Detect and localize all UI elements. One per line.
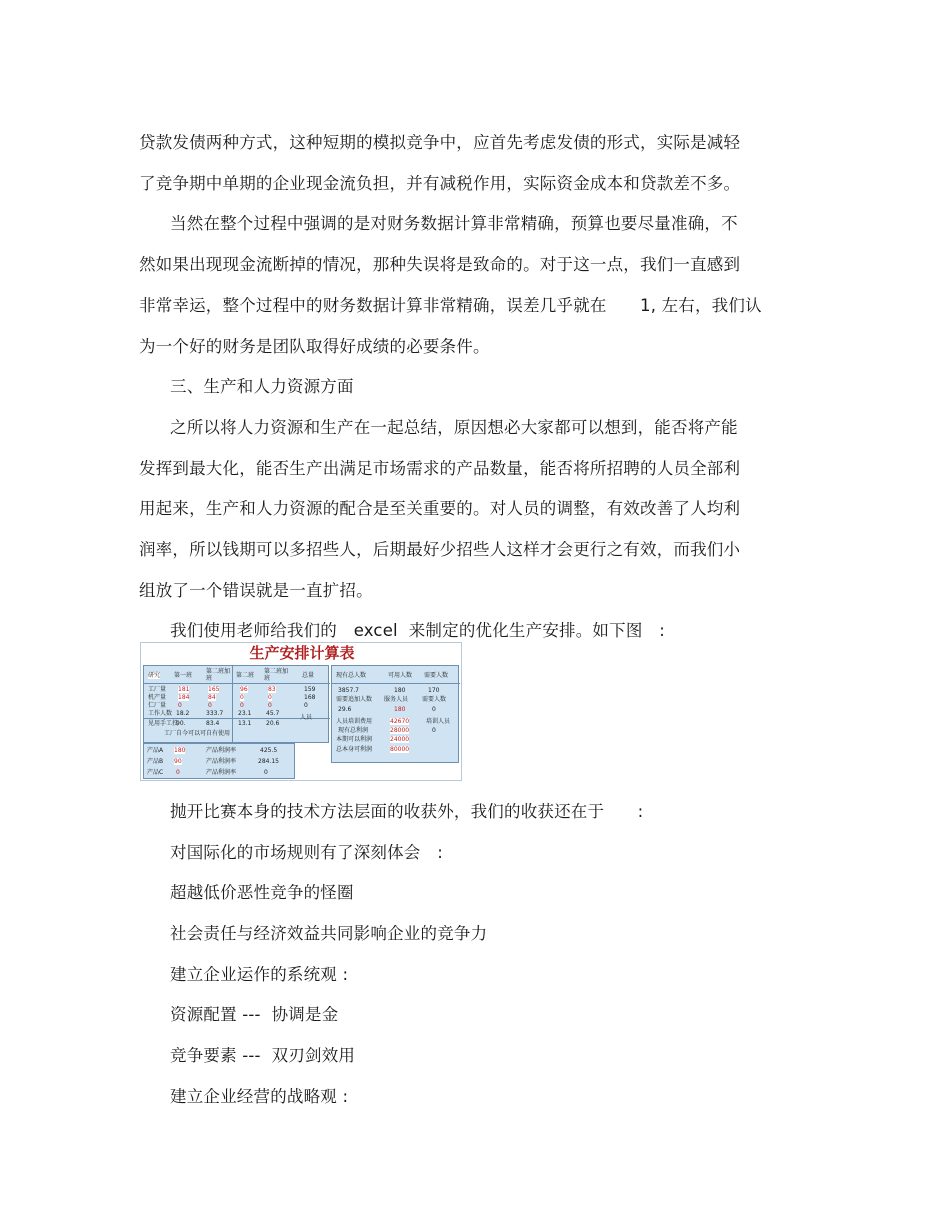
data-cell: 45.7 — [266, 710, 280, 717]
paragraph-line: 发挥到最大化，能否生产出满足市场需求的产品数量，能否将所招聘的人员全部利 — [139, 459, 741, 478]
row-label: 需要人数 — [422, 696, 447, 703]
paragraph-line: 为一个好的财务是团队取得好成绩的必要条件。 — [139, 337, 490, 356]
data-cell: 0 — [432, 727, 436, 734]
list-item: 资源配置 --- 协调是金 — [170, 1005, 339, 1024]
list-item: 竞争要素 --- 双刃剑效用 — [170, 1046, 356, 1065]
header-cell: 第二班加班 — [264, 668, 289, 682]
data-cell: 24000 — [390, 736, 410, 743]
data-cell: 0 — [268, 694, 272, 701]
section-heading: 三、生产和人力资源方面 — [170, 377, 354, 396]
row-label: 产品利润率 — [206, 769, 237, 776]
data-cell: 0 — [432, 706, 436, 713]
row-label: 工作人数 — [148, 710, 173, 717]
list-item: 对国际化的市场规则有了深刻体会 : — [170, 843, 443, 862]
data-cell: 28000 — [390, 727, 410, 734]
header-cell: 总量 — [302, 672, 315, 679]
paragraph-line: 抛开比赛本身的技术方法层面的收获外，我们的收获还在于 : — [170, 802, 644, 821]
data-cell: 159 — [304, 686, 316, 693]
row-label: 见用手工投 — [148, 720, 179, 727]
data-cell: 83 — [268, 686, 276, 693]
row-label: 总本身可利润 — [336, 746, 373, 753]
list-item: 超越低价恶性竞争的怪圈 — [170, 883, 354, 902]
header-cell: 可用人数 — [388, 672, 413, 679]
row-label: 工厂量 — [148, 686, 167, 693]
data-cell: 83.4 — [206, 720, 220, 727]
data-cell: 3857.7 — [338, 687, 359, 694]
row-label: 服务人员 — [384, 696, 409, 703]
paragraph-line: 组放了一个错误就是一直扩招。 — [139, 581, 373, 600]
data-cell: 90 — [174, 758, 182, 765]
sub-title: 工厂自今可以可自有使用 — [164, 730, 231, 737]
data-cell: 0 — [178, 702, 182, 709]
paragraph-line: 了竞争期中单期的企业现金流负担，并有减税作用，实际资金成本和贷款差不多。 — [139, 174, 741, 193]
data-cell: 20.6 — [266, 720, 280, 727]
data-cell: 333.7 — [206, 710, 224, 717]
note-cell: 人员 — [300, 714, 313, 721]
data-cell: 168 — [304, 694, 316, 701]
list-item: 建立企业运作的系统观 : — [170, 965, 349, 984]
header-cell: 现有总人数 — [336, 672, 367, 679]
data-cell: 0 — [240, 694, 244, 701]
hr-block — [331, 665, 459, 763]
data-cell: 170 — [428, 687, 440, 694]
data-cell: 23.1 — [238, 710, 252, 717]
data-cell: 80000 — [390, 746, 410, 753]
header-cell: 需要人数 — [424, 672, 449, 679]
data-cell: 0 — [208, 702, 212, 709]
data-cell: 284.15 — [258, 758, 279, 765]
header-cell: 第二班 — [236, 672, 255, 679]
paragraph-line: 润率，所以钱期可以多招些人，后期最好少招些人这样才会更行之有效，而我们小 — [139, 540, 741, 559]
data-cell: 42670 — [390, 718, 410, 725]
data-cell: 90. — [176, 720, 186, 727]
data-cell: 184 — [178, 694, 190, 701]
paragraph-line: 我们使用老师给我们的 excel 来制定的优化生产安排。如下图 : — [170, 621, 665, 640]
row-label: 机产量 — [148, 694, 167, 701]
sheet-title: 生产安排计算表 — [249, 644, 355, 662]
data-cell: 13.1 — [238, 720, 252, 727]
row-label: 培训人员 — [426, 718, 451, 725]
paragraph-line: 非常幸运，整个过程中的财务数据计算非常精确，误差几乎就在 1, 左右，我们认 — [139, 296, 762, 315]
spreadsheet-image — [140, 642, 462, 781]
row-label: 产品C — [147, 769, 164, 776]
data-cell: 18.2 — [176, 710, 190, 717]
data-cell: 0 — [304, 702, 308, 709]
data-cell: 29.6 — [338, 706, 352, 713]
paragraph-line: 用起来，生产和人力资源的配合是至关重要的。对人员的调整，有效改善了人均利 — [139, 499, 741, 518]
data-cell: 180 — [394, 687, 406, 694]
row-label: 现有总利润 — [338, 727, 369, 734]
data-cell: 0 — [268, 702, 272, 709]
production-block — [143, 665, 329, 743]
data-cell: 84 — [208, 694, 216, 701]
paragraph-line: 之所以将人力资源和生产在一起总结，原因想必大家都可以想到，能否将产能 — [170, 418, 738, 437]
data-cell: 180 — [394, 706, 406, 713]
data-cell: 180 — [174, 747, 186, 754]
row-label: 产品利润率 — [206, 747, 237, 754]
row-label: 产品B — [147, 758, 164, 765]
data-cell: 96 — [240, 686, 248, 693]
row-label: 产品A — [147, 747, 164, 754]
row-label: 人员培训费用 — [336, 718, 373, 725]
row-label: 仁厂量 — [148, 702, 167, 709]
list-item: 建立企业经营的战略观 : — [170, 1087, 349, 1106]
paragraph-line: 当然在整个过程中强调的是对财务数据计算非常精确，预算也要尽量准确，不 — [170, 214, 738, 233]
header-cell: 第二班加班 — [206, 668, 231, 682]
data-cell: 0 — [240, 702, 244, 709]
data-cell: 425.5 — [260, 747, 278, 754]
data-cell: 181 — [178, 686, 190, 693]
row-label: 需要追加人数 — [336, 696, 373, 703]
row-label: 产品利润率 — [206, 758, 237, 765]
list-item: 社会责任与经济效益共同影响企业的竞争力 — [170, 924, 488, 943]
paragraph-line: 贷款发债两种方式，这种短期的模拟竞争中，应首先考虑发债的形式，实际是减轻 — [139, 133, 741, 152]
data-cell: 165 — [208, 686, 220, 693]
paragraph-line: 然如果出现现金流断掉的情况，那种失误将是致命的。对于这一点，我们一直感到 — [139, 255, 741, 274]
row-label: 本期可以利润 — [336, 736, 373, 743]
data-cell: 0 — [176, 769, 180, 776]
header-cell: 研究 — [148, 672, 161, 679]
data-cell: 0 — [264, 769, 268, 776]
product-block — [143, 743, 295, 779]
header-cell: 第一班 — [174, 672, 193, 679]
